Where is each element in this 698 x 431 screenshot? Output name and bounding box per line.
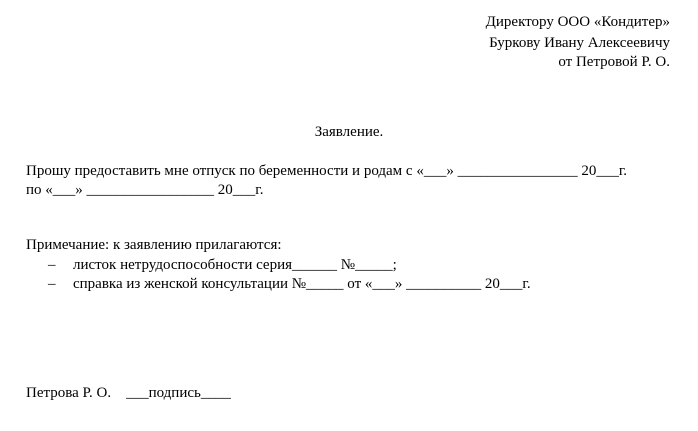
list-item-text: листок нетрудоспособности серия______ №_____; [73, 257, 397, 273]
dash-bullet-icon: – [48, 276, 56, 292]
request-line-1: Прошу предоставить мне отпуск по беременности и родам с «___» ________________ 20___г. [26, 163, 628, 179]
recipient-name: Буркову Ивану Алексеевичу [489, 35, 670, 51]
signature-line: Петрова Р. О. ___подпись____ [26, 385, 231, 401]
request-line-2: по «___» _________________ 20___г. [26, 182, 264, 198]
list-item-text: справка из женской консультации №_____ от «___» __________ 20___г. [73, 276, 531, 292]
dash-bullet-icon: – [48, 257, 56, 273]
sender-line: от Петровой Р. О. [558, 54, 670, 70]
document-title: Заявление. [314, 124, 384, 140]
addressee-line: Директору ООО «Кондитер» [485, 14, 670, 30]
note-heading: Примечание: к заявлению прилагаются: [26, 237, 282, 253]
